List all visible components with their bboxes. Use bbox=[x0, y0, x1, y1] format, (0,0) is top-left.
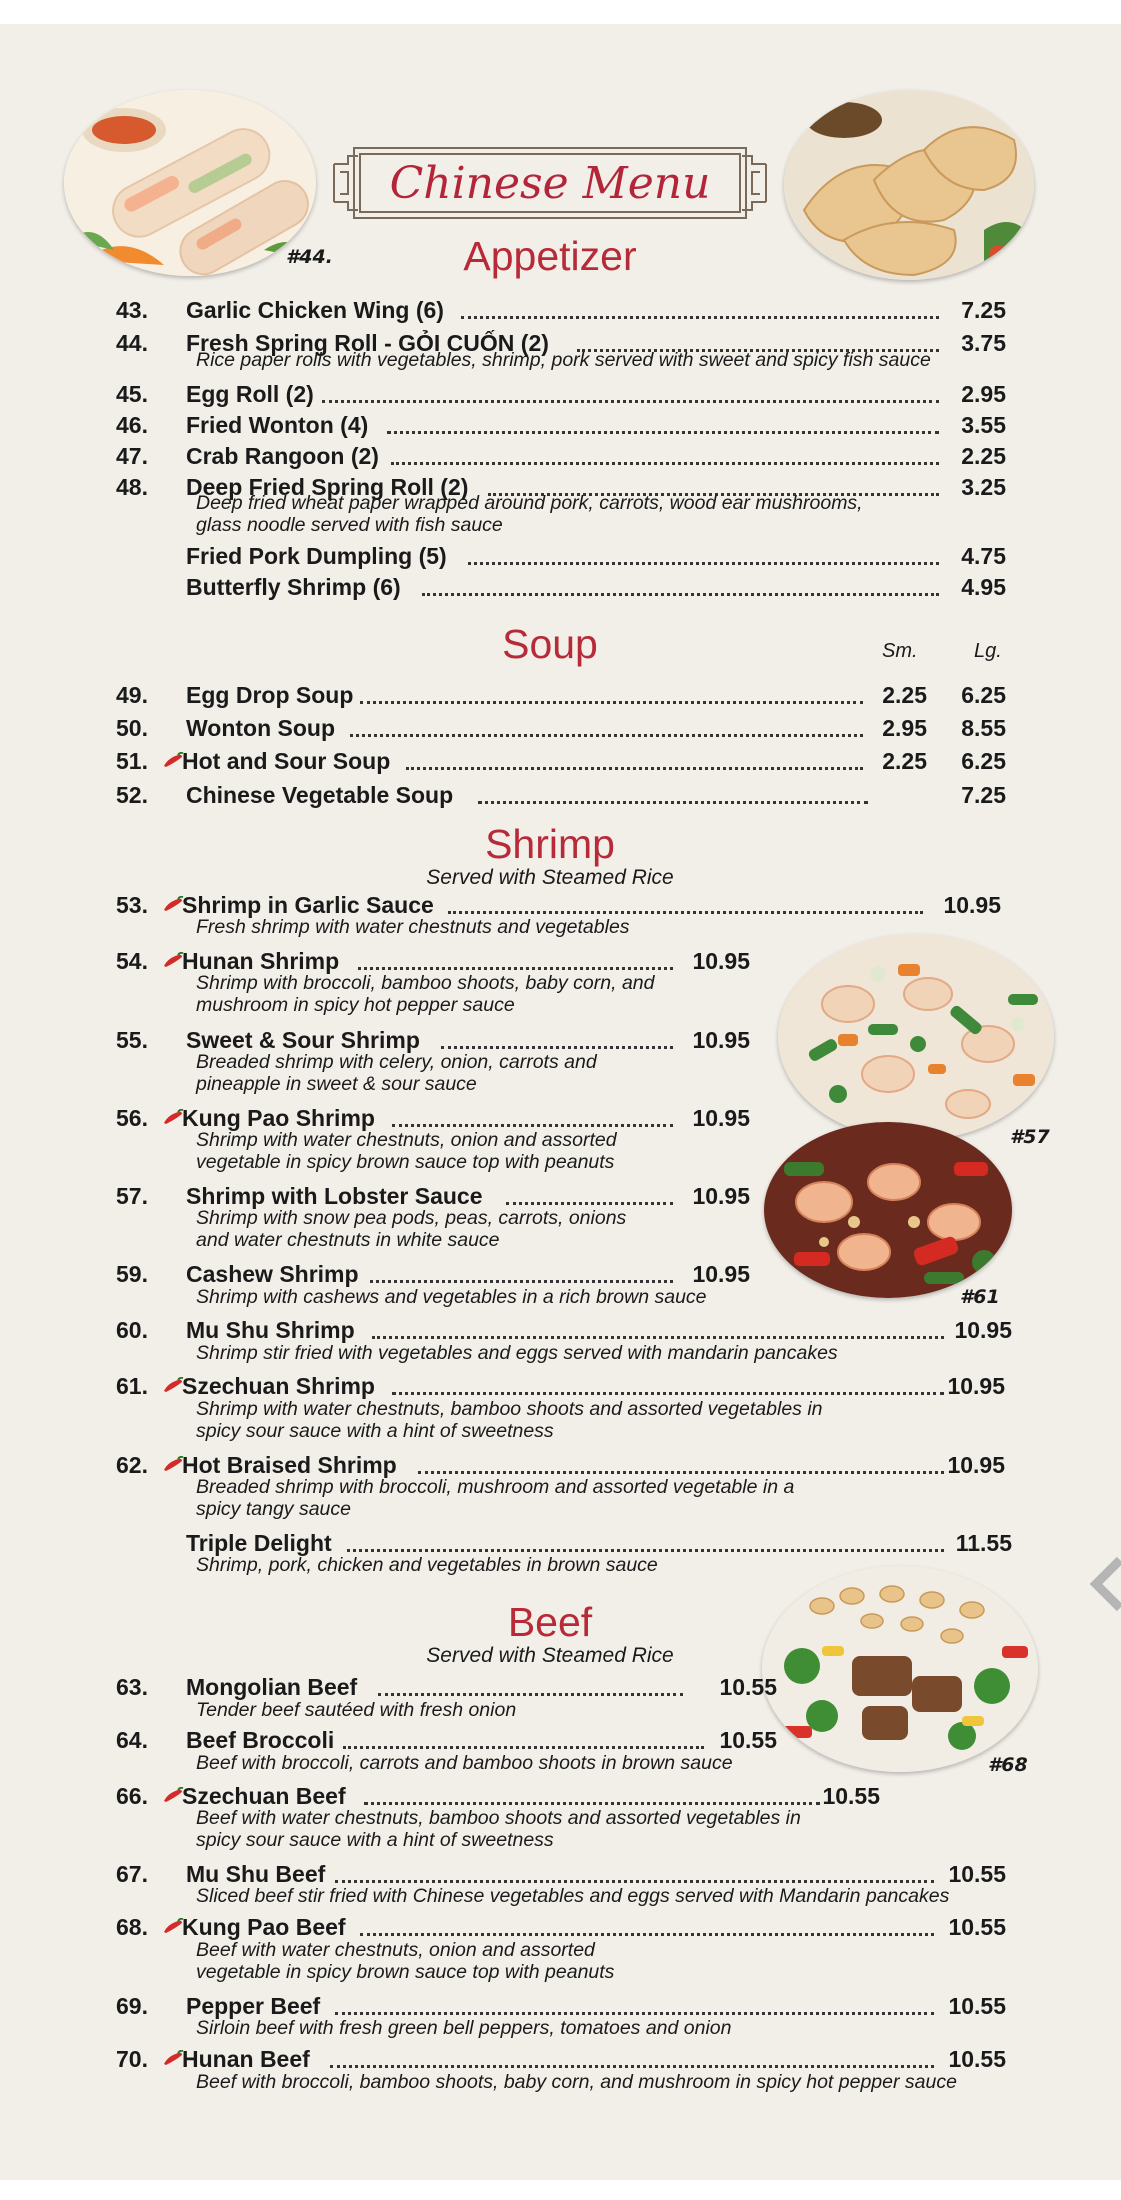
item-number: 49. bbox=[116, 682, 148, 708]
dot-leader bbox=[448, 911, 923, 914]
menu-title-banner bbox=[330, 142, 770, 224]
item-price-small: 2.25 bbox=[882, 748, 927, 774]
item-name: Szechuan Shrimp bbox=[182, 1373, 375, 1399]
item-price-small: 2.95 bbox=[882, 715, 927, 741]
dot-leader bbox=[343, 1746, 704, 1749]
chili-pepper-icon bbox=[162, 952, 184, 968]
dot-leader bbox=[387, 431, 939, 434]
dot-leader bbox=[347, 1549, 944, 1552]
item-name: Shrimp in Garlic Sauce bbox=[182, 892, 434, 918]
beef-heading: Beef bbox=[507, 1599, 593, 1645]
item-price-small: 2.25 bbox=[882, 682, 927, 708]
dot-leader bbox=[370, 1280, 673, 1283]
item-description: Shrimp with water chestnuts, bamboo shoots and assorted vegetables in bbox=[196, 1398, 823, 1420]
chili-pepper-icon bbox=[162, 1787, 184, 1803]
beef-dish-photo bbox=[762, 1566, 1038, 1772]
item-price: 2.95 bbox=[961, 381, 1006, 407]
item-description: Fresh shrimp with water chestnuts and vegetables bbox=[196, 916, 630, 938]
dot-leader bbox=[335, 2012, 934, 2015]
dot-leader bbox=[406, 767, 863, 770]
item-description: Shrimp with water chestnuts, onion and assorted bbox=[196, 1129, 617, 1151]
item-number: 62. bbox=[116, 1452, 148, 1478]
appetizer-heading: Appetizer bbox=[463, 233, 637, 279]
item-description: Sirloin beef with fresh green bell peppers, tomatoes and onion bbox=[196, 2017, 732, 2039]
item-description: Breaded shrimp with broccoli, mushroom and assorted vegetable in a bbox=[196, 1476, 795, 1498]
item-price: 3.25 bbox=[961, 474, 1006, 500]
item-number: 45. bbox=[116, 381, 148, 407]
item-number: 66. bbox=[116, 1783, 148, 1809]
item-description: Shrimp with broccoli, bamboo shoots, baby corn, and bbox=[196, 972, 655, 994]
item-price: 3.55 bbox=[961, 412, 1006, 438]
item-description: mushroom in spicy hot pepper sauce bbox=[196, 994, 515, 1016]
item-price: 10.55 bbox=[719, 1727, 777, 1753]
item-number: 51. bbox=[116, 748, 148, 774]
chili-pepper-icon bbox=[162, 1109, 184, 1125]
beef-dish-caption: #68 bbox=[988, 1754, 1028, 1776]
item-description: and water chestnuts in white sauce bbox=[196, 1229, 500, 1251]
soup-large-header: Lg. bbox=[974, 640, 1002, 662]
item-number: 69. bbox=[116, 1993, 148, 2019]
item-price: 10.55 bbox=[948, 1914, 1006, 1940]
dot-leader bbox=[360, 701, 863, 704]
item-price-large: 6.25 bbox=[961, 748, 1006, 774]
item-name: Kung Pao Beef bbox=[182, 1914, 346, 1940]
item-name: Mongolian Beef bbox=[186, 1674, 358, 1700]
item-description: Shrimp with snow pea pods, peas, carrots, onions bbox=[196, 1207, 627, 1229]
dot-leader bbox=[506, 1202, 673, 1205]
item-name: Triple Delight bbox=[186, 1530, 332, 1556]
item-number: 67. bbox=[116, 1861, 148, 1887]
item-number: 43. bbox=[116, 297, 148, 323]
shrimp-served-note: Served with Steamed Rice bbox=[426, 866, 674, 889]
dot-leader bbox=[468, 562, 939, 565]
item-description: Beef with broccoli, carrots and bamboo shoots in brown sauce bbox=[196, 1752, 733, 1774]
item-name: Wonton Soup bbox=[186, 715, 336, 741]
item-number: 50. bbox=[116, 715, 148, 741]
shrimp-dish-caption: #57 bbox=[1010, 1126, 1050, 1148]
item-price: 10.95 bbox=[692, 1105, 750, 1131]
item-name: Shrimp with Lobster Sauce bbox=[186, 1183, 483, 1209]
item-description: vegetable in spicy brown sauce top with peanuts bbox=[196, 1151, 615, 1173]
dot-leader bbox=[378, 1693, 683, 1696]
item-name: Kung Pao Shrimp bbox=[182, 1105, 375, 1131]
item-description: Tender beef sautéed with fresh onion bbox=[196, 1699, 517, 1721]
item-price: 10.55 bbox=[948, 1861, 1006, 1887]
dot-leader bbox=[422, 593, 939, 596]
dot-leader bbox=[441, 1046, 673, 1049]
item-name: Hot Braised Shrimp bbox=[182, 1452, 397, 1478]
item-name: Fried Wonton (4) bbox=[186, 412, 369, 438]
chili-pepper-icon bbox=[162, 1377, 184, 1393]
soup-heading: Soup bbox=[502, 621, 598, 667]
chili-pepper-icon bbox=[162, 2050, 184, 2066]
item-name: Deep Fried Spring Roll (2) bbox=[186, 474, 469, 500]
item-number: 53. bbox=[116, 892, 148, 918]
item-number: 47. bbox=[116, 443, 148, 469]
item-description: Beef with water chestnuts, bamboo shoots and assorted vegetables in bbox=[196, 1807, 801, 1829]
chili-pepper-icon bbox=[162, 896, 184, 912]
item-name: Sweet & Sour Shrimp bbox=[186, 1027, 420, 1053]
item-description: Shrimp with cashews and vegetables in a rich brown sauce bbox=[196, 1286, 707, 1308]
item-number: 56. bbox=[116, 1105, 148, 1131]
item-price: 10.95 bbox=[692, 1261, 750, 1287]
item-description: Shrimp stir fried with vegetables and eggs served with mandarin pancakes bbox=[196, 1342, 838, 1364]
dot-leader bbox=[364, 1802, 820, 1805]
item-name: Chinese Vegetable Soup bbox=[186, 782, 454, 808]
shrimp-heading: Shrimp bbox=[485, 821, 615, 867]
dot-leader bbox=[330, 2065, 934, 2068]
item-name: Pepper Beef bbox=[186, 1993, 321, 2019]
item-price: 11.55 bbox=[955, 1530, 1012, 1556]
kung-pao-caption: #61 bbox=[960, 1286, 1000, 1308]
shrimp-dish-photo bbox=[778, 934, 1054, 1140]
item-name: Szechuan Beef bbox=[182, 1783, 346, 1809]
item-name: Mu Shu Beef bbox=[186, 1861, 326, 1887]
item-price: 4.75 bbox=[961, 543, 1006, 569]
item-description: Deep fried wheat paper wrapped around pork, carrots, wood ear mushrooms, bbox=[196, 492, 863, 514]
item-number: 54. bbox=[116, 948, 148, 974]
spring-roll-caption: #44. bbox=[286, 246, 333, 268]
item-description: spicy sour sauce with a hint of sweetness bbox=[196, 1420, 554, 1442]
dot-leader bbox=[358, 967, 673, 970]
item-description: Beef with water chestnuts, onion and assorted bbox=[196, 1939, 595, 1961]
soup-small-header: Sm. bbox=[882, 640, 918, 662]
item-number: 52. bbox=[116, 782, 148, 808]
chili-pepper-icon bbox=[162, 1918, 184, 1934]
item-price-large: 7.25 bbox=[961, 782, 1006, 808]
kung-pao-photo bbox=[764, 1122, 1012, 1298]
item-name: Butterfly Shrimp (6) bbox=[186, 574, 401, 600]
item-description: vegetable in spicy brown sauce top with peanuts bbox=[196, 1961, 615, 1983]
item-name: Cashew Shrimp bbox=[186, 1261, 359, 1287]
item-number: 55. bbox=[116, 1027, 148, 1053]
chili-pepper-icon bbox=[162, 752, 184, 768]
item-description: glass noodle served with fish sauce bbox=[196, 514, 503, 536]
item-name: Hot and Sour Soup bbox=[182, 748, 391, 774]
beef-served-note: Served with Steamed Rice bbox=[426, 1644, 674, 1667]
item-price: 3.75 bbox=[961, 330, 1006, 356]
chili-pepper-icon bbox=[162, 1456, 184, 1472]
item-price: 10.95 bbox=[947, 1373, 1005, 1399]
item-number: 70. bbox=[116, 2046, 148, 2072]
item-number: 48. bbox=[116, 474, 148, 500]
item-number: 46. bbox=[116, 412, 148, 438]
chevron-left-icon bbox=[1086, 1554, 1121, 1614]
item-price: 7.25 bbox=[961, 297, 1006, 323]
item-price: 10.55 bbox=[948, 2046, 1006, 2072]
item-number: 57. bbox=[116, 1183, 148, 1209]
dot-leader bbox=[350, 734, 863, 737]
item-description: Sliced beef stir fried with Chinese vegetables and eggs served with Mandarin pancakes bbox=[196, 1885, 950, 1907]
item-price: 4.95 bbox=[961, 574, 1006, 600]
item-price: 10.55 bbox=[719, 1674, 777, 1700]
item-name: Garlic Chicken Wing (6) bbox=[186, 297, 444, 323]
item-name: Crab Rangoon (2) bbox=[186, 443, 379, 469]
item-name: Fried Pork Dumpling (5) bbox=[186, 543, 447, 569]
item-description: spicy tangy sauce bbox=[196, 1498, 352, 1520]
item-name: Mu Shu Shrimp bbox=[186, 1317, 355, 1343]
item-number: 61. bbox=[116, 1373, 148, 1399]
item-price: 10.95 bbox=[947, 1452, 1005, 1478]
item-price: 10.95 bbox=[692, 948, 750, 974]
item-number: 44. bbox=[116, 330, 148, 356]
item-price: 10.55 bbox=[948, 1993, 1006, 2019]
item-description: pineapple in sweet & sour sauce bbox=[196, 1073, 477, 1095]
item-price: 2.25 bbox=[961, 443, 1006, 469]
item-number: 60. bbox=[116, 1317, 148, 1343]
item-price: 10.95 bbox=[692, 1027, 750, 1053]
dot-leader bbox=[392, 1392, 944, 1395]
dot-leader bbox=[392, 1124, 673, 1127]
item-price-large: 6.25 bbox=[961, 682, 1006, 708]
item-name: Hunan Beef bbox=[182, 2046, 310, 2072]
dot-leader bbox=[322, 400, 939, 403]
dot-leader bbox=[461, 316, 939, 319]
menu-title: Chinese Menu bbox=[389, 157, 711, 209]
item-name: Beef Broccoli bbox=[186, 1727, 335, 1753]
dot-leader bbox=[360, 1933, 934, 1936]
item-number: 64. bbox=[116, 1727, 148, 1753]
item-number: 68. bbox=[116, 1914, 148, 1940]
item-price: 10.95 bbox=[692, 1183, 750, 1209]
item-name: Egg Roll (2) bbox=[186, 381, 314, 407]
item-price: 10.95 bbox=[954, 1317, 1012, 1343]
item-price: 10.95 bbox=[943, 892, 1001, 918]
item-name: Fresh Spring Roll - GỎI CUỐN (2) bbox=[186, 330, 549, 356]
dot-leader bbox=[335, 1880, 934, 1883]
dot-leader bbox=[478, 801, 868, 804]
dot-leader bbox=[372, 1336, 944, 1339]
item-description: Breaded shrimp with celery, onion, carrots and bbox=[196, 1051, 597, 1073]
item-number: 59. bbox=[116, 1261, 148, 1287]
item-price-large: 8.55 bbox=[961, 715, 1006, 741]
item-name: Egg Drop Soup bbox=[186, 682, 354, 708]
item-description: spicy sour sauce with a hint of sweetness bbox=[196, 1829, 554, 1851]
menu-page bbox=[0, 24, 1121, 2180]
item-name: Hunan Shrimp bbox=[182, 948, 340, 974]
item-price: 10.55 bbox=[822, 1783, 880, 1809]
item-description: Rice paper rolls with vegetables, shrimp, pork served with sweet and spicy fish sauce bbox=[196, 349, 931, 371]
dot-leader bbox=[391, 462, 939, 465]
item-description: Beef with broccoli, bamboo shoots, baby corn, and mushroom in spicy hot pepper sauce bbox=[196, 2071, 957, 2093]
dot-leader bbox=[418, 1471, 944, 1474]
item-description: Shrimp, pork, chicken and vegetables in brown sauce bbox=[196, 1554, 658, 1576]
item-number: 63. bbox=[116, 1674, 148, 1700]
